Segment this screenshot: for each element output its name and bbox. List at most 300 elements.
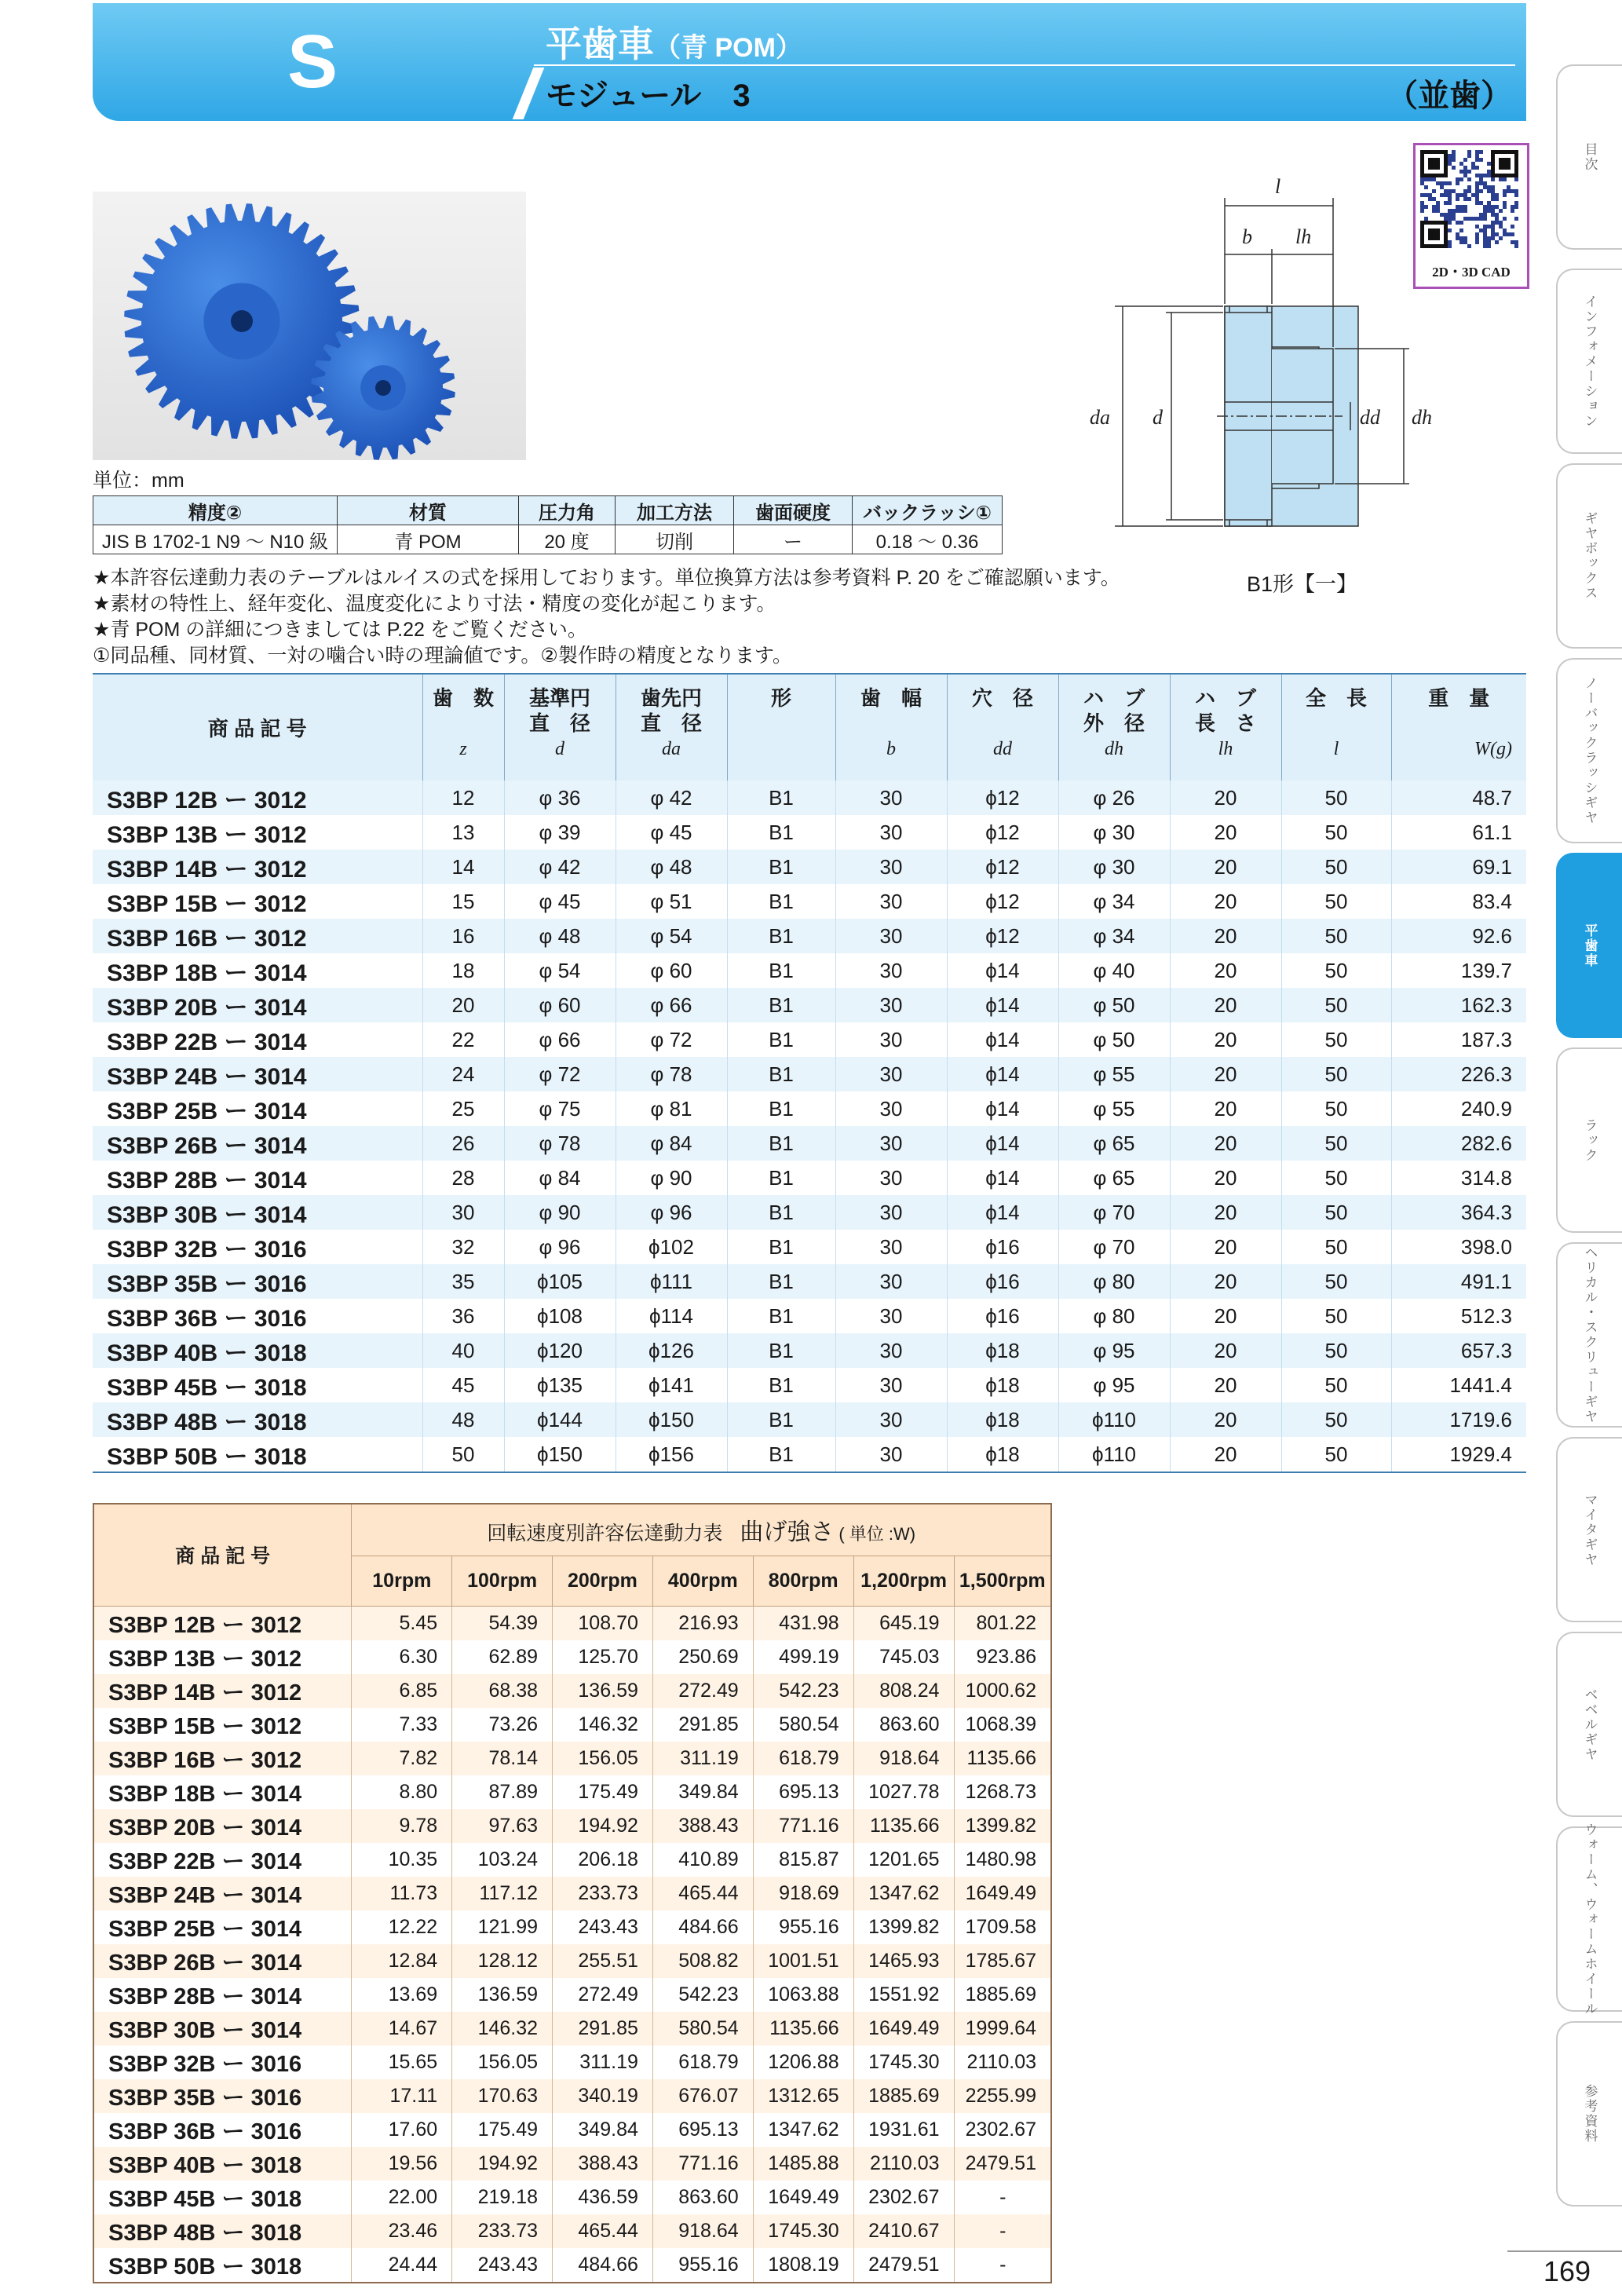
rpm-header: 200rpm bbox=[553, 1556, 653, 1606]
table-cell: 22 bbox=[422, 1022, 504, 1057]
table-cell: 282.6 bbox=[1391, 1126, 1526, 1161]
table-cell: 136.59 bbox=[553, 1674, 653, 1708]
table-row bbox=[93, 2046, 1051, 2079]
product-code: S3BP 22B ー 3014 bbox=[93, 1022, 422, 1057]
table-cell: 20 bbox=[1170, 1126, 1281, 1161]
product-code: S3BP 45B ー 3018 bbox=[93, 1368, 422, 1402]
table-cell: 30 bbox=[835, 988, 947, 1022]
side-tab[interactable] bbox=[1556, 1047, 1622, 1233]
column-header-line1: 穴 径 bbox=[971, 686, 1033, 710]
table-cell: φ 40 bbox=[1058, 953, 1170, 988]
table-cell: φ 72 bbox=[504, 1057, 616, 1091]
side-tab[interactable] bbox=[1556, 1242, 1622, 1428]
column-header-line1: 歯 数 bbox=[432, 686, 494, 710]
table-row bbox=[93, 1640, 1051, 1674]
side-tab[interactable] bbox=[1556, 1822, 1622, 2016]
table-cell: 645.19 bbox=[853, 1606, 954, 1640]
table-cell: 1268.73 bbox=[954, 1775, 1051, 1809]
table-cell: 125.70 bbox=[553, 1640, 653, 1674]
table-cell: 1551.92 bbox=[853, 1978, 954, 2012]
table-cell: 233.73 bbox=[553, 1877, 653, 1910]
table-cell: 923.86 bbox=[954, 1640, 1051, 1674]
table-cell: φ 90 bbox=[504, 1195, 616, 1230]
rpm-header: 1,500rpm bbox=[954, 1556, 1051, 1606]
table-cell: φ 60 bbox=[504, 988, 616, 1022]
table-cell: 1931.61 bbox=[853, 2113, 954, 2147]
table-cell: 5.45 bbox=[352, 1606, 452, 1640]
table-cell: 156.05 bbox=[452, 2046, 553, 2079]
table-cell: 1441.4 bbox=[1391, 1368, 1526, 1402]
product-code: S3BP 25B ー 3014 bbox=[93, 1091, 422, 1126]
table-cell: 465.44 bbox=[652, 1877, 753, 1910]
table-cell: 491.1 bbox=[1391, 1264, 1526, 1299]
table-cell: 918.64 bbox=[853, 1742, 954, 1775]
table-cell: φ 30 bbox=[1058, 850, 1170, 884]
column-header-line2 bbox=[1392, 707, 1527, 739]
table-cell: 92.6 bbox=[1391, 919, 1526, 953]
side-tab[interactable] bbox=[1556, 658, 1622, 843]
table-cell: 1808.19 bbox=[753, 2248, 853, 2283]
product-code: S3BP 18B ー 3014 bbox=[93, 953, 422, 988]
table-cell: φ 65 bbox=[1058, 1161, 1170, 1195]
table-cell: 580.54 bbox=[652, 2012, 753, 2046]
table-cell: 815.87 bbox=[753, 1843, 853, 1877]
table-cell: 30 bbox=[835, 1437, 947, 1472]
column-header bbox=[727, 674, 835, 781]
table-cell: 431.98 bbox=[753, 1606, 853, 1640]
power-title-big: 曲げ強さ bbox=[740, 1519, 835, 1546]
table-cell: - bbox=[954, 2181, 1051, 2214]
table-cell: φ 66 bbox=[504, 1022, 616, 1057]
table-cell: ϕ16 bbox=[947, 1299, 1058, 1333]
table-cell: 20 bbox=[1170, 1264, 1281, 1299]
table-cell: ϕ105 bbox=[504, 1264, 616, 1299]
spec-value: 20 度 bbox=[519, 525, 616, 554]
table-cell: 30 bbox=[835, 1230, 947, 1264]
table-row bbox=[93, 988, 1526, 1022]
table-cell: 103.24 bbox=[452, 1843, 553, 1877]
table-cell: 16 bbox=[422, 919, 504, 953]
table-cell: 1885.69 bbox=[853, 2079, 954, 2113]
table-cell: ϕ14 bbox=[947, 1161, 1058, 1195]
table-cell: 69.1 bbox=[1391, 850, 1526, 884]
table-cell: 1135.66 bbox=[954, 1742, 1051, 1775]
table-cell: B1 bbox=[727, 850, 835, 884]
product-code: S3BP 48B ー 3018 bbox=[93, 2214, 352, 2248]
product-code: S3BP 12B ー 3012 bbox=[93, 1606, 352, 1640]
product-code: S3BP 28B ー 3014 bbox=[93, 1978, 352, 2012]
table-cell: 349.84 bbox=[652, 1775, 753, 1809]
table-cell: B1 bbox=[727, 1333, 835, 1368]
table-row bbox=[93, 1333, 1526, 1368]
table-cell: 50 bbox=[1281, 1333, 1391, 1368]
table-cell: 7.82 bbox=[352, 1742, 452, 1775]
product-code: S3BP 32B ー 3016 bbox=[93, 2046, 352, 2079]
table-cell: 771.16 bbox=[753, 1809, 853, 1843]
side-tab-label: ラック bbox=[1582, 1117, 1598, 1163]
gears-image bbox=[93, 192, 526, 460]
column-header bbox=[835, 674, 947, 781]
table-cell: 139.7 bbox=[1391, 953, 1526, 988]
table-cell: 50 bbox=[1281, 815, 1391, 850]
dimensions-table bbox=[93, 673, 1526, 1473]
table-cell: 1347.62 bbox=[753, 2113, 853, 2147]
dim-da: da bbox=[1090, 406, 1110, 429]
table-cell: ϕ14 bbox=[947, 953, 1058, 988]
table-cell: 311.19 bbox=[553, 2046, 653, 2079]
product-code: S3BP 48B ー 3018 bbox=[93, 1402, 422, 1437]
table-cell: 1312.65 bbox=[753, 2079, 853, 2113]
qr-label: 2D・3D CAD bbox=[1432, 265, 1511, 280]
table-cell: 30 bbox=[835, 1195, 947, 1230]
table-cell: 2255.99 bbox=[954, 2079, 1051, 2113]
table-cell: ϕ14 bbox=[947, 1022, 1058, 1057]
table-cell: φ 60 bbox=[616, 953, 727, 988]
table-row bbox=[93, 1910, 1051, 1944]
dim-dd: dd bbox=[1360, 406, 1380, 429]
table-cell: 243.43 bbox=[553, 1910, 653, 1944]
table-cell: 618.79 bbox=[652, 2046, 753, 2079]
column-header-line1: ハ ブ bbox=[1083, 686, 1145, 710]
table-cell: 8.80 bbox=[352, 1775, 452, 1809]
table-cell: 206.18 bbox=[553, 1843, 653, 1877]
side-tab[interactable] bbox=[1556, 1632, 1622, 1817]
table-cell: 1485.88 bbox=[753, 2147, 853, 2181]
column-header bbox=[1058, 674, 1170, 781]
table-cell: ϕ14 bbox=[947, 1057, 1058, 1091]
column-symbol: dh bbox=[1105, 739, 1123, 759]
table-row bbox=[93, 1022, 1526, 1057]
table-cell: 226.3 bbox=[1391, 1057, 1526, 1091]
table-cell: φ 55 bbox=[1058, 1057, 1170, 1091]
table-cell: B1 bbox=[727, 1437, 835, 1472]
table-cell: 22.00 bbox=[352, 2181, 452, 2214]
table-cell: ϕ150 bbox=[504, 1437, 616, 1472]
table-row bbox=[93, 2147, 1051, 2181]
table-cell: 50 bbox=[1281, 1402, 1391, 1437]
table-cell: B1 bbox=[727, 1230, 835, 1264]
table-cell: B1 bbox=[727, 815, 835, 850]
table-cell: 20 bbox=[1170, 1333, 1281, 1368]
table-row bbox=[93, 1944, 1051, 1978]
table-cell: - bbox=[954, 2248, 1051, 2283]
product-code: S3BP 36B ー 3016 bbox=[93, 2113, 352, 2147]
table-cell: 14 bbox=[422, 850, 504, 884]
product-code: S3BP 16B ー 3012 bbox=[93, 919, 422, 953]
table-row bbox=[93, 1368, 1526, 1402]
table-cell: 216.93 bbox=[652, 1606, 753, 1640]
column-header bbox=[504, 674, 616, 781]
rpm-header: 1,200rpm bbox=[853, 1556, 954, 1606]
product-code: S3BP 26B ー 3014 bbox=[93, 1126, 422, 1161]
page-number: 169 bbox=[1543, 2255, 1591, 2287]
spec-value: JIS B 1702-1 N9 ～ N10 級 bbox=[93, 525, 338, 554]
column-header bbox=[1391, 674, 1526, 781]
product-code: S3BP 24B ー 3014 bbox=[93, 1877, 352, 1910]
column-header bbox=[616, 674, 727, 781]
table-cell: 50 bbox=[1281, 919, 1391, 953]
product-code: S3BP 16B ー 3012 bbox=[93, 1742, 352, 1775]
table-cell: 410.89 bbox=[652, 1843, 753, 1877]
table-cell: ϕ110 bbox=[1058, 1402, 1170, 1437]
table-cell: 50 bbox=[1281, 1368, 1391, 1402]
table-cell: φ 34 bbox=[1058, 919, 1170, 953]
table-cell: φ 84 bbox=[616, 1126, 727, 1161]
table-cell: 50 bbox=[1281, 988, 1391, 1022]
table-cell: 484.66 bbox=[553, 2248, 653, 2283]
table-cell: ϕ102 bbox=[616, 1230, 727, 1264]
table-cell: φ 50 bbox=[1058, 988, 1170, 1022]
column-header-line2: 外 径 bbox=[1083, 711, 1145, 735]
power-title bbox=[352, 1504, 1051, 1556]
column-header-line1: 歯先円 bbox=[640, 686, 702, 710]
side-tab-label: 参考資料 bbox=[1582, 2084, 1598, 2144]
column-header-line1: 全 長 bbox=[1305, 686, 1367, 710]
table-cell: φ 55 bbox=[1058, 1091, 1170, 1126]
table-cell: 19.56 bbox=[352, 2147, 452, 2181]
side-tab[interactable] bbox=[1556, 64, 1622, 250]
table-cell: 1068.39 bbox=[954, 1708, 1051, 1742]
table-cell: 2110.03 bbox=[954, 2046, 1051, 2079]
table-cell: 20 bbox=[1170, 988, 1281, 1022]
table-cell: 1399.82 bbox=[853, 1910, 954, 1944]
table-cell: 50 bbox=[1281, 1057, 1391, 1091]
table-cell: 30 bbox=[835, 1161, 947, 1195]
column-header-line2 bbox=[948, 707, 1058, 739]
table-row bbox=[93, 1809, 1051, 1843]
product-code: S3BP 40B ー 3018 bbox=[93, 1333, 422, 1368]
table-cell: 250.69 bbox=[652, 1640, 753, 1674]
table-cell: 30 bbox=[835, 815, 947, 850]
table-cell: 1000.62 bbox=[954, 1674, 1051, 1708]
side-tab[interactable] bbox=[1556, 853, 1622, 1038]
product-code: S3BP 13B ー 3012 bbox=[93, 1640, 352, 1674]
table-cell: 62.89 bbox=[452, 1640, 553, 1674]
product-code: S3BP 18B ー 3014 bbox=[93, 1775, 352, 1809]
table-cell: ϕ12 bbox=[947, 884, 1058, 919]
table-cell: 48 bbox=[422, 1402, 504, 1437]
table-cell: B1 bbox=[727, 953, 835, 988]
page-title-material: （青 POM） bbox=[654, 33, 802, 63]
table-cell: 175.49 bbox=[553, 1775, 653, 1809]
table-cell: 808.24 bbox=[853, 1674, 954, 1708]
product-code: S3BP 20B ー 3014 bbox=[93, 988, 422, 1022]
page-number-rule bbox=[1507, 2250, 1622, 2252]
table-cell: 20 bbox=[1170, 1299, 1281, 1333]
side-tab[interactable] bbox=[1556, 463, 1622, 649]
product-code: S3BP 40B ー 3018 bbox=[93, 2147, 352, 2181]
dim-dh: dh bbox=[1412, 406, 1432, 429]
table-cell: 1135.66 bbox=[753, 2012, 853, 2046]
product-code: S3BP 14B ー 3012 bbox=[93, 1674, 352, 1708]
table-cell: 50 bbox=[1281, 1230, 1391, 1264]
product-photo bbox=[93, 192, 526, 460]
table-cell: B1 bbox=[727, 1091, 835, 1126]
table-cell: φ 80 bbox=[1058, 1299, 1170, 1333]
table-cell: 30 bbox=[422, 1195, 504, 1230]
table-cell: 97.63 bbox=[452, 1809, 553, 1843]
table-cell: ϕ18 bbox=[947, 1402, 1058, 1437]
side-tab[interactable] bbox=[1556, 1437, 1622, 1622]
table-cell: 1649.49 bbox=[954, 1877, 1051, 1910]
table-cell: 175.49 bbox=[452, 2113, 553, 2147]
table-cell: 2110.03 bbox=[853, 2147, 954, 2181]
dim-l: l bbox=[1275, 175, 1281, 198]
product-code: S3BP 35B ー 3016 bbox=[93, 1264, 422, 1299]
table-cell: 50 bbox=[1281, 1299, 1391, 1333]
column-symbol: l bbox=[1333, 739, 1339, 759]
rpm-header: 100rpm bbox=[452, 1556, 553, 1606]
table-cell: φ 48 bbox=[616, 850, 727, 884]
table-cell: 1206.88 bbox=[753, 2046, 853, 2079]
table-cell: 2410.67 bbox=[853, 2214, 954, 2248]
table-cell: 1201.65 bbox=[853, 1843, 954, 1877]
table-cell: 17.60 bbox=[352, 2113, 452, 2147]
side-tab-label: 平歯車 bbox=[1582, 923, 1598, 968]
table-cell: 20 bbox=[1170, 1368, 1281, 1402]
table-cell: ϕ12 bbox=[947, 781, 1058, 815]
rpm-header: 400rpm bbox=[652, 1556, 753, 1606]
side-tab[interactable] bbox=[1556, 2021, 1622, 2206]
note: ★本許容伝達動力表のテーブルはルイスの式を採用しております。単位換算方法は参考資料 P. 20 をご確認願います。 bbox=[93, 567, 1120, 589]
table-cell: 68.38 bbox=[452, 1674, 553, 1708]
table-cell: 311.19 bbox=[652, 1742, 753, 1775]
product-code: S3BP 22B ー 3014 bbox=[93, 1843, 352, 1877]
table-row bbox=[93, 1843, 1051, 1877]
table-cell: 50 bbox=[1281, 1264, 1391, 1299]
table-row bbox=[93, 1402, 1526, 1437]
table-cell: 78.14 bbox=[452, 1742, 553, 1775]
table-cell: 30 bbox=[835, 850, 947, 884]
product-code: S3BP 26B ー 3014 bbox=[93, 1944, 352, 1978]
table-cell: 50 bbox=[1281, 1126, 1391, 1161]
table-cell: 499.19 bbox=[753, 1640, 853, 1674]
side-tab-label: ヘリカル・スクリューギヤ bbox=[1582, 1245, 1598, 1424]
page-subtitle: モジュール 3 bbox=[546, 79, 751, 113]
spec-value: 0.18 ～ 0.36 bbox=[853, 525, 1003, 554]
table-cell: ϕ18 bbox=[947, 1437, 1058, 1472]
dim-lh: lh bbox=[1295, 225, 1312, 248]
note: ①同品種、同材質、一対の噛合い時の理論値です。②製作時の精度となります。 bbox=[93, 645, 792, 667]
table-cell: B1 bbox=[727, 1126, 835, 1161]
table-cell: 745.03 bbox=[853, 1640, 954, 1674]
table-row bbox=[93, 1126, 1526, 1161]
table-cell: φ 65 bbox=[1058, 1126, 1170, 1161]
table-cell: 50 bbox=[1281, 1195, 1391, 1230]
spec-header: 加工方法 bbox=[616, 496, 734, 525]
column-symbol: W(g) bbox=[1474, 739, 1512, 759]
table-cell: 32 bbox=[422, 1230, 504, 1264]
table-cell: 170.63 bbox=[452, 2079, 553, 2113]
table-cell: B1 bbox=[727, 1264, 835, 1299]
table-cell: 162.3 bbox=[1391, 988, 1526, 1022]
table-cell: 465.44 bbox=[553, 2214, 653, 2248]
table-cell: 657.3 bbox=[1391, 1333, 1526, 1368]
table-cell: 364.3 bbox=[1391, 1195, 1526, 1230]
table-cell: φ 48 bbox=[504, 919, 616, 953]
table-cell: B1 bbox=[727, 1195, 835, 1230]
table-cell: 26 bbox=[422, 1126, 504, 1161]
table-cell: 83.4 bbox=[1391, 884, 1526, 919]
column-symbol: d bbox=[555, 739, 564, 759]
table-cell: ϕ12 bbox=[947, 850, 1058, 884]
table-cell: 1649.49 bbox=[753, 2181, 853, 2214]
table-cell: 12.84 bbox=[352, 1944, 452, 1978]
b1-dimension-drawing bbox=[1083, 174, 1476, 567]
table-cell: 219.18 bbox=[452, 2181, 553, 2214]
side-tab[interactable] bbox=[1556, 269, 1622, 454]
code-header: 商 品 記 号 bbox=[93, 1504, 352, 1606]
table-cell: 194.92 bbox=[452, 2147, 553, 2181]
table-cell: 30 bbox=[835, 1402, 947, 1437]
table-cell: 146.32 bbox=[553, 1708, 653, 1742]
table-row bbox=[93, 1978, 1051, 2012]
table-cell: ϕ14 bbox=[947, 1091, 1058, 1126]
product-code: S3BP 15B ー 3012 bbox=[93, 884, 422, 919]
table-cell: B1 bbox=[727, 919, 835, 953]
table-cell: φ 39 bbox=[504, 815, 616, 850]
table-cell: 20 bbox=[1170, 1402, 1281, 1437]
table-cell: φ 84 bbox=[504, 1161, 616, 1195]
table-cell: φ 50 bbox=[1058, 1022, 1170, 1057]
table-cell: φ 95 bbox=[1058, 1333, 1170, 1368]
table-cell: 20 bbox=[1170, 884, 1281, 919]
column-header-line1: 重 量 bbox=[1428, 686, 1490, 710]
table-row bbox=[93, 1742, 1051, 1775]
table-row bbox=[93, 1708, 1051, 1742]
table-cell: ϕ150 bbox=[616, 1402, 727, 1437]
dim-d: d bbox=[1153, 406, 1163, 429]
table-cell: 1347.62 bbox=[853, 1877, 954, 1910]
table-row bbox=[93, 884, 1526, 919]
table-cell: B1 bbox=[727, 1402, 835, 1437]
table-cell: 20 bbox=[1170, 1091, 1281, 1126]
column-symbol: b bbox=[886, 739, 896, 759]
table-cell: 695.13 bbox=[652, 2113, 753, 2147]
product-code: S3BP 12B ー 3012 bbox=[93, 781, 422, 815]
rpm-header: 10rpm bbox=[352, 1556, 452, 1606]
table-cell: 918.69 bbox=[753, 1877, 853, 1910]
table-cell: 50 bbox=[1281, 850, 1391, 884]
column-symbol: lh bbox=[1218, 739, 1233, 759]
table-row bbox=[93, 2248, 1051, 2283]
table-row bbox=[93, 1091, 1526, 1126]
drawing-caption: B1形【一】 bbox=[1247, 572, 1358, 596]
table-cell: 233.73 bbox=[452, 2214, 553, 2248]
table-cell: 1719.6 bbox=[1391, 1402, 1526, 1437]
table-cell: φ 96 bbox=[616, 1195, 727, 1230]
table-cell: ϕ111 bbox=[616, 1264, 727, 1299]
table-cell: B1 bbox=[727, 1022, 835, 1057]
table-row bbox=[93, 2214, 1051, 2248]
table-cell: 291.85 bbox=[652, 1708, 753, 1742]
product-code: S3BP 14B ー 3012 bbox=[93, 850, 422, 884]
column-header-line2: 直 径 bbox=[640, 711, 702, 735]
column-header-line2 bbox=[1282, 707, 1391, 739]
table-cell: 156.05 bbox=[553, 1742, 653, 1775]
table-cell: 580.54 bbox=[753, 1708, 853, 1742]
table-cell: 73.26 bbox=[452, 1708, 553, 1742]
product-code: S3BP 36B ー 3016 bbox=[93, 1299, 422, 1333]
table-cell: φ 54 bbox=[616, 919, 727, 953]
table-cell: 398.0 bbox=[1391, 1230, 1526, 1264]
table-row bbox=[93, 2113, 1051, 2147]
column-header-line1: 基準円 bbox=[528, 686, 590, 710]
table-cell: 10.35 bbox=[352, 1843, 452, 1877]
table-cell: φ 80 bbox=[1058, 1264, 1170, 1299]
table-cell: 436.59 bbox=[553, 2181, 653, 2214]
table-row bbox=[93, 1877, 1051, 1910]
